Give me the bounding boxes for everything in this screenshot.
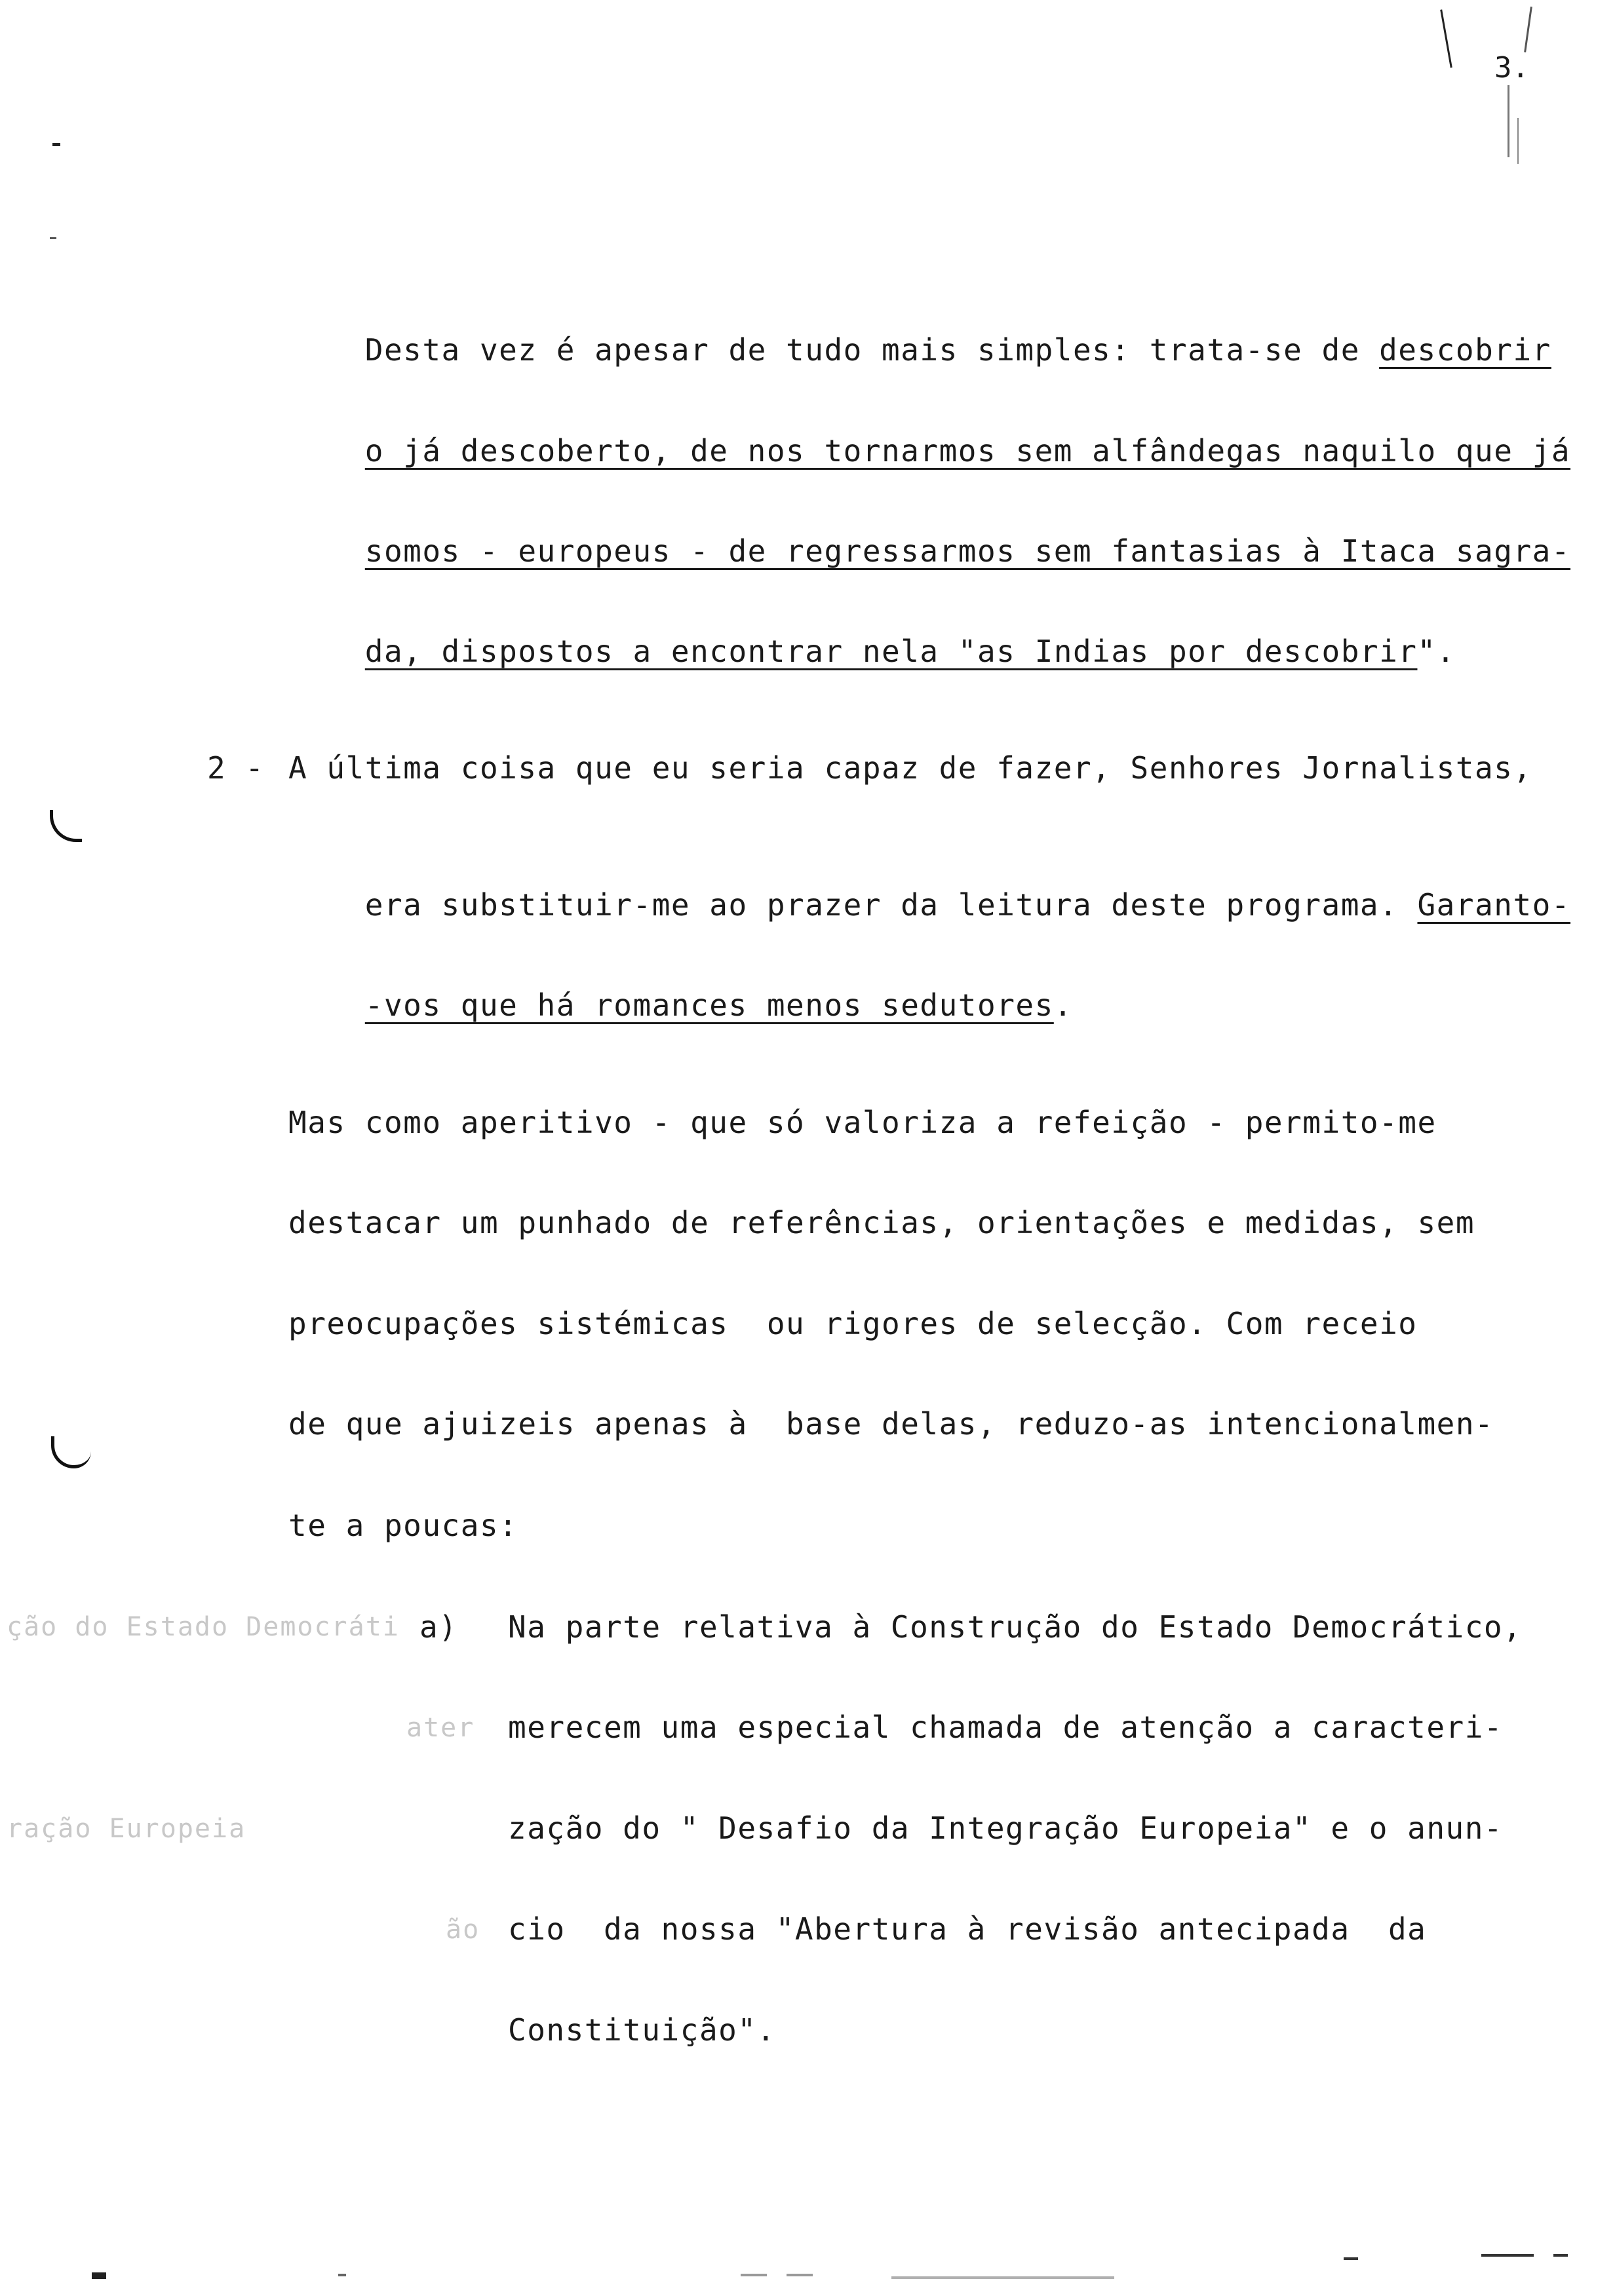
scan-mark	[52, 143, 60, 146]
bleed-through-text: ater	[406, 1713, 475, 1743]
scan-mark	[1440, 9, 1452, 67]
text-run: .	[1053, 987, 1073, 1023]
paragraph-3-line-5: te a poucas:	[288, 1508, 518, 1543]
paragraph-3-line-3: preocupações sistémicas ou rigores de selecção. Com receio	[288, 1306, 1418, 1341]
scan-mark	[1508, 85, 1509, 157]
item-a-line-4: cio da nossa "Abertura à revisão antecipada da	[508, 1911, 1427, 1947]
underlined-text: da, dispostos a encontrar nela "as Indias por descobrir	[364, 634, 1418, 669]
underlined-text: Garanto-	[1417, 887, 1571, 923]
item-a-line-1: Na parte relativa à Construção do Estado Democrático,	[508, 1609, 1523, 1645]
paragraph-2-line-3	[288, 950, 1073, 1060]
underlined-text: descobrir	[1379, 332, 1551, 368]
margin-mark	[50, 810, 82, 842]
page-number: 3.	[1494, 51, 1529, 85]
margin-mark	[51, 1436, 91, 1468]
scan-artifact	[1481, 2254, 1534, 2257]
underlined-text: somos - europeus - de regressarmos sem fantasias à Itaca sagra-	[364, 533, 1571, 569]
scan-mark	[338, 2274, 346, 2276]
scan-artifact	[787, 2274, 813, 2276]
scan-mark	[50, 237, 56, 239]
paragraph-2-line-1: A última coisa que eu seria capaz de fazer, Senhores Jornalistas,	[288, 750, 1532, 786]
bleed-through-text: ção do Estado Democráti	[7, 1612, 400, 1642]
paragraph-2-marker: 2 -	[207, 750, 284, 786]
scan-artifact	[891, 2276, 1114, 2279]
underlined-text: -vos que há romances menos sedutores	[364, 987, 1054, 1023]
scan-artifact	[1553, 2254, 1568, 2257]
bleed-through-text: ração Europeia	[7, 1814, 246, 1844]
item-a-line-2: merecem uma especial chamada de atenção a caracteri-	[508, 1710, 1504, 1745]
scan-mark	[1517, 118, 1519, 164]
item-a-marker: a)	[419, 1609, 458, 1645]
text-run: ".	[1417, 634, 1456, 669]
scan-mark	[92, 2272, 106, 2279]
text-run: Desta vez é apesar de tudo mais simples: trata-se de	[364, 332, 1380, 368]
scan-mark	[1524, 7, 1532, 52]
paragraph-3-line-4: de que ajuizeis apenas à base delas, reduzo-as intencionalmen-	[288, 1406, 1494, 1442]
paragraph-2-line-2	[288, 850, 1570, 960]
scan-artifact	[741, 2274, 767, 2276]
bleed-through-text: ão	[446, 1915, 480, 1945]
underlined-text: o já descoberto, de nos tornarmos sem alfândegas naquilo que já	[364, 433, 1571, 469]
paragraph-1-line-4	[288, 596, 1456, 706]
scan-artifact	[1344, 2257, 1358, 2260]
paragraph-1-line-1	[288, 295, 1551, 405]
paragraph-3-line-2: destacar um punhado de referências, orientações e medidas, sem	[288, 1205, 1475, 1240]
paragraph-1-line-2	[288, 396, 1570, 506]
text-run: era substituir-me ao prazer da leitura deste programa.	[364, 887, 1418, 923]
item-a-line-5: Constituição".	[508, 2012, 776, 2048]
paragraph-3-line-1: Mas como aperitivo - que só valoriza a refeição - permito-me	[288, 1105, 1437, 1140]
item-a-line-3: zação do " Desafio da Integração Europeia" e o anun-	[508, 1810, 1504, 1846]
paragraph-1-line-3	[288, 496, 1570, 606]
